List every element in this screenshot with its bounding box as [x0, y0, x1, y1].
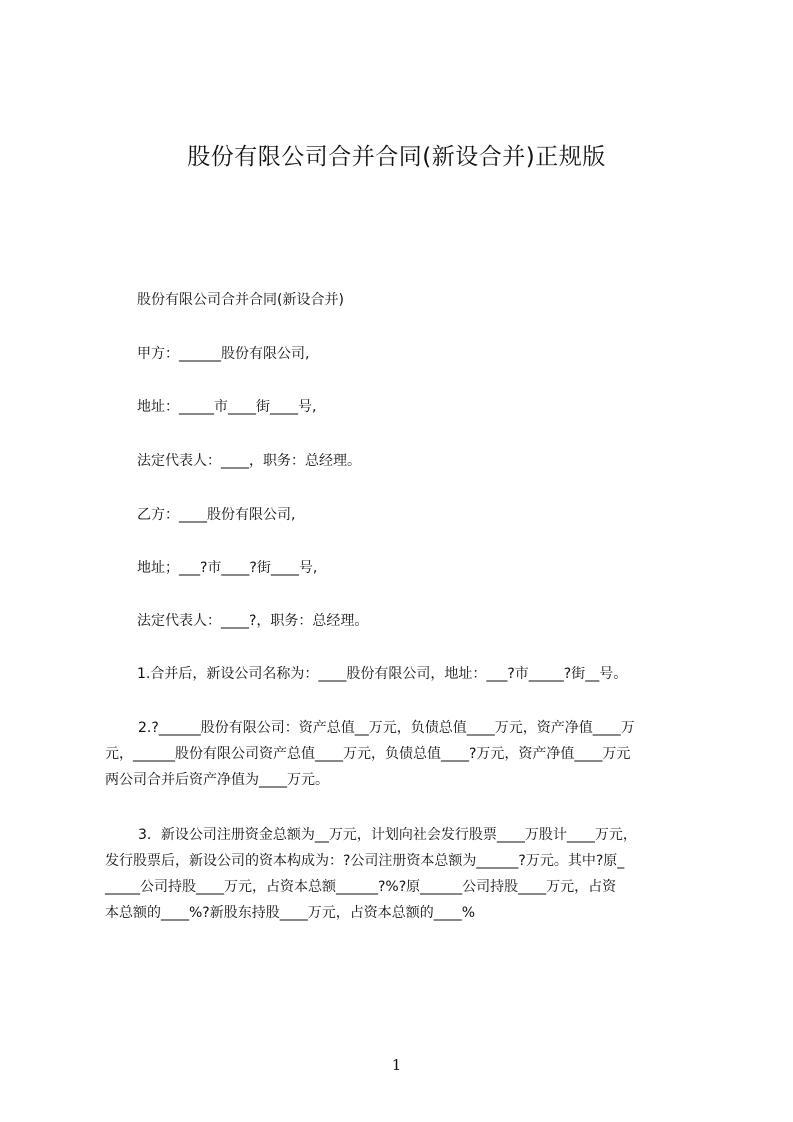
party-a-address-line: 地址：_____市____街____号, [137, 399, 317, 415]
party-a-representative-line: 法定代表人：____，职务：总经理。 [137, 453, 361, 469]
clause-2-row: 元，______股份有限公司资产总值____万元，负债总值____?万元，资产净值____万元 [105, 746, 631, 762]
contract-subtitle: 股份有限公司合并合同(新设合并) [137, 292, 344, 308]
clause-3-row: 本总额的____%?新股东持股____万元，占资本总额的____% [105, 905, 476, 921]
clause-1-line: 1.合并后，新设公司名称为：____股份有限公司，地址：___?市_____?街__号。 [137, 666, 628, 682]
party-b-line: 乙方：____股份有限公司, [137, 507, 296, 523]
clause-3-row: _____公司持股____万元，占资本总额______?%?原______公司持股____万元，占资 [105, 879, 617, 895]
clause-2-row: 2.?______股份有限公司：资产总值__万元，负债总值____万元，资产净值____万 [138, 720, 635, 736]
page-number: 1 [391, 1056, 402, 1074]
clause-3-row: 发行股票后，新设公司的资本构成为：?公司注册资本总额为______?万元。其中?原_ [105, 853, 625, 869]
party-b-representative-line: 法定代表人：____?，职务：总经理。 [137, 613, 369, 629]
document-title: 股份有限公司合并合同(新设合并)正规版 [187, 144, 606, 170]
clause-2-paragraph [105, 715, 710, 793]
party-b-address-line: 地址；___?市____?街____号, [137, 560, 318, 576]
party-a-line: 甲方：______股份有限公司, [137, 346, 310, 362]
clause-3-paragraph [105, 822, 710, 926]
clause-3-row: 3．新设公司注册资金总额为__万元，计划向社会发行股票____万股计____万元， [138, 827, 637, 843]
clause-2-row: 两公司合并后资产净值为____万元。 [105, 772, 329, 788]
